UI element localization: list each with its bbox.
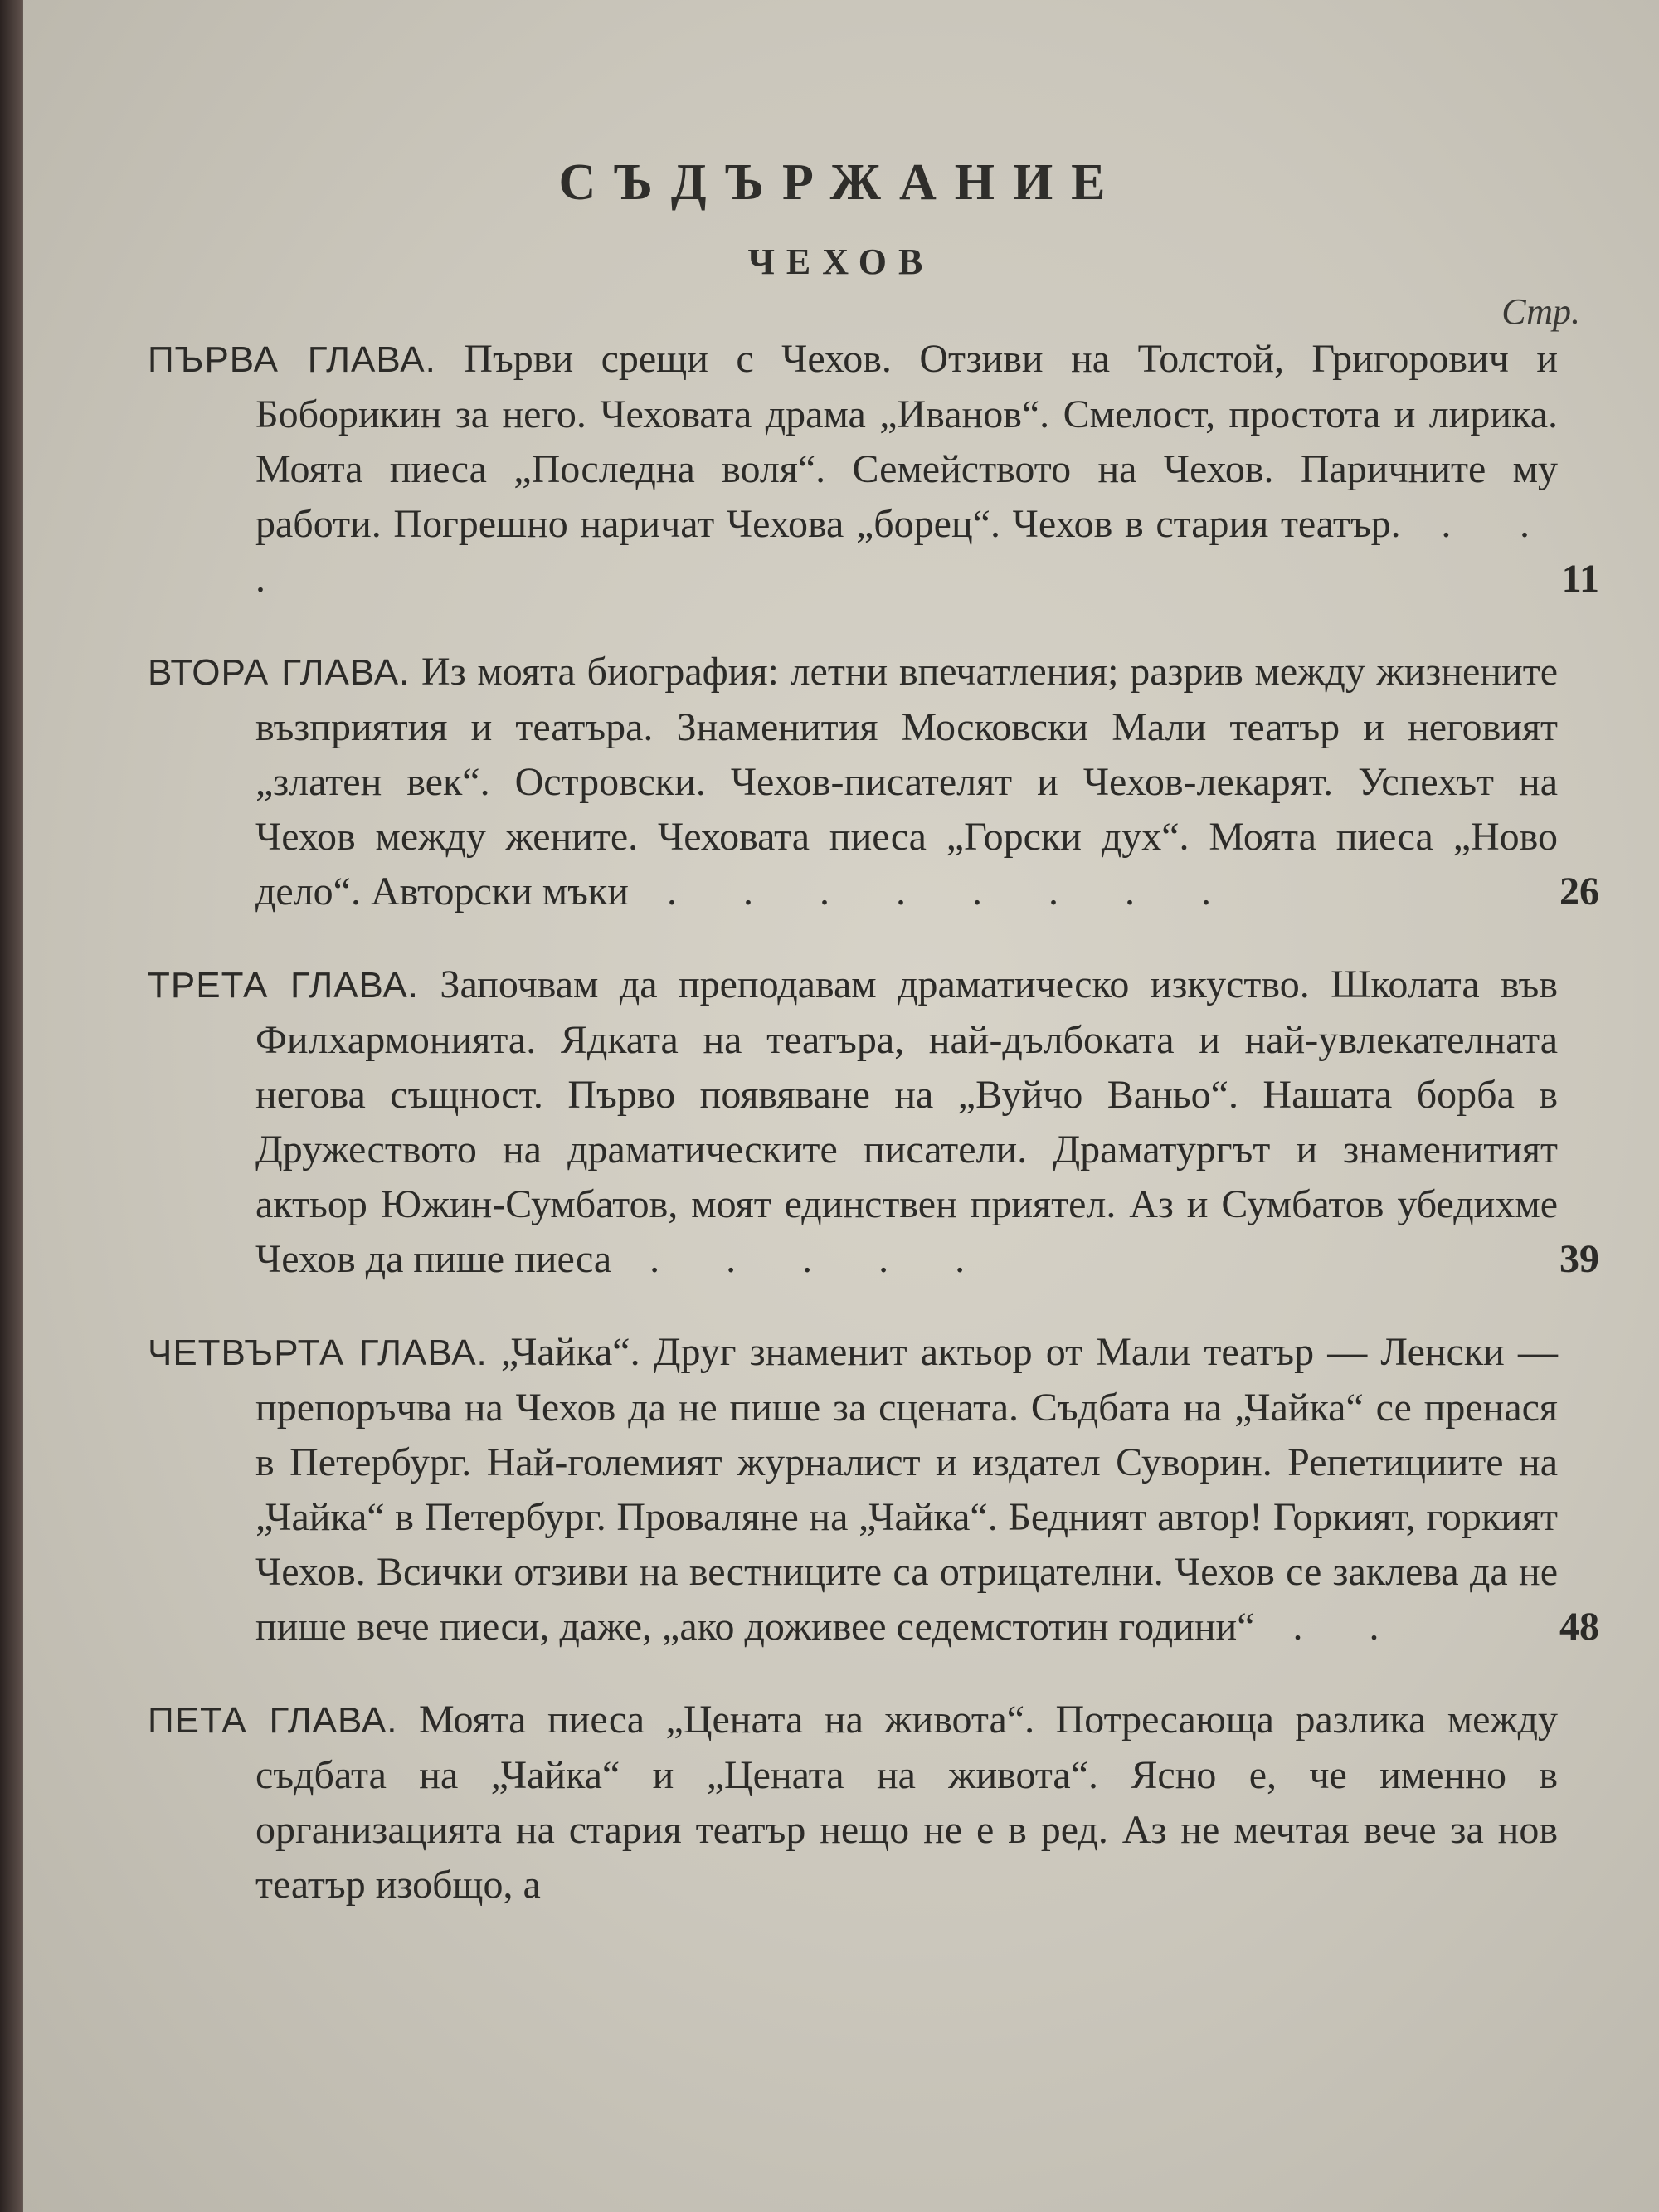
toc-entry-text (148, 332, 1558, 607)
toc-title: СЪДЪРЖАНИЕ (558, 154, 1124, 211)
dot-leaders: . . . (255, 502, 1558, 601)
chapter-description: Започвам да преподавам драматическо изкуство. Школата във Филхармонията. Ядката на театъра, най-дълбоката и най-увлекателната негова същност. Първо появяване на „Вуйчо Ваньо“. Нашата борба в Дружеството на драматическите писатели. Драматургът и знаменитият актьор Южин-Сумбатов, моят единствен приятел. Аз и Сумбатов убедихме Чехов да пише пиеса (255, 962, 1559, 1281)
chapter-description: Първи срещи с Чехов. Отзиви на Толстой, Григорович и Боборикин за него. Чеховата драма „Иванов“. Смелост, простота и лирика. Моята пиеса „Последна воля“. Семейството на Чехов. Паричните му работи. Погрешно наричат Чехова „борец“. Чехов в стария театър. (255, 337, 1559, 546)
toc-subtitle: ЧЕХОВ (747, 241, 935, 282)
toc-entry-2 (148, 645, 1599, 919)
toc-entry-3 (148, 957, 1599, 1287)
dot-leaders: . . . . . (611, 1237, 994, 1281)
page-number: 39 (1559, 1237, 1599, 1281)
page-number: 11 (1561, 557, 1599, 601)
toc-entry-text (148, 1693, 1558, 1912)
chapter-heading: ЧЕТВЪРТА ГЛАВА. (148, 1333, 488, 1373)
toc-entry-1 (148, 332, 1599, 607)
chapter-description: Моята пиеса „Цената на живота“. Потресающа разлика между съдбата на „Чайка“ и „Цената на живота“. Ясно е, че именно в организацията на стария театър нещо не е в ред. Аз не мечтая вече за нов театър изобщо, а (255, 1698, 1559, 1907)
chapter-heading: ПЪРВА ГЛАВА. (148, 339, 436, 380)
toc-entry-4 (148, 1325, 1599, 1654)
chapter-heading: ВТОРА ГЛАВА. (148, 652, 411, 693)
toc-entry-5 (148, 1693, 1583, 1912)
chapter-description: Из моята биография: летни впечатления; разрив между жизнените възприятия и театъра. Знаменития Московски Мали театър и неговият „златен век“. Островски. Чехов-писателят и Чехов-лекарят. Успехът на Чехов между жените. Чеховата пиеса „Горски дух“. Моята пиеса „Ново дело“. Авторски мъки (255, 650, 1559, 914)
toc-entry-text (148, 645, 1558, 919)
dot-leaders: . . (1254, 1605, 1408, 1649)
page-number: 48 (1559, 1605, 1599, 1649)
dot-leaders: . . . . . . . . (628, 870, 1239, 914)
chapter-description: „Чайка“. Друг знаменит актьор от Мали театър — Ленски — препоръчва на Чехов да не пише за сцената. Съдбата на „Чайка“ се пренася в Петербург. Най-големият журналист и издател Суворин. Репетициите на „Чайка“ в Петербург. Проваляне на „Чайка“. Бедният автор! Горкият, горкият Чехов. Всички отзиви на вестниците са отрицателни. Чехов се заклева да не пише вече пиеси, даже, „ако доживее седемстотин години“ (255, 1330, 1558, 1649)
chapter-heading: ПЕТА ГЛАВА. (148, 1700, 398, 1741)
toc-entry-text (148, 957, 1558, 1287)
chapter-heading: ТРЕТА ГЛАВА. (148, 965, 419, 1006)
toc-list (148, 332, 1599, 1951)
page-column-label: Стр. (1501, 291, 1580, 332)
book-page (23, 0, 1659, 2212)
page-number: 26 (1559, 870, 1599, 914)
toc-entry-text (148, 1325, 1558, 1654)
